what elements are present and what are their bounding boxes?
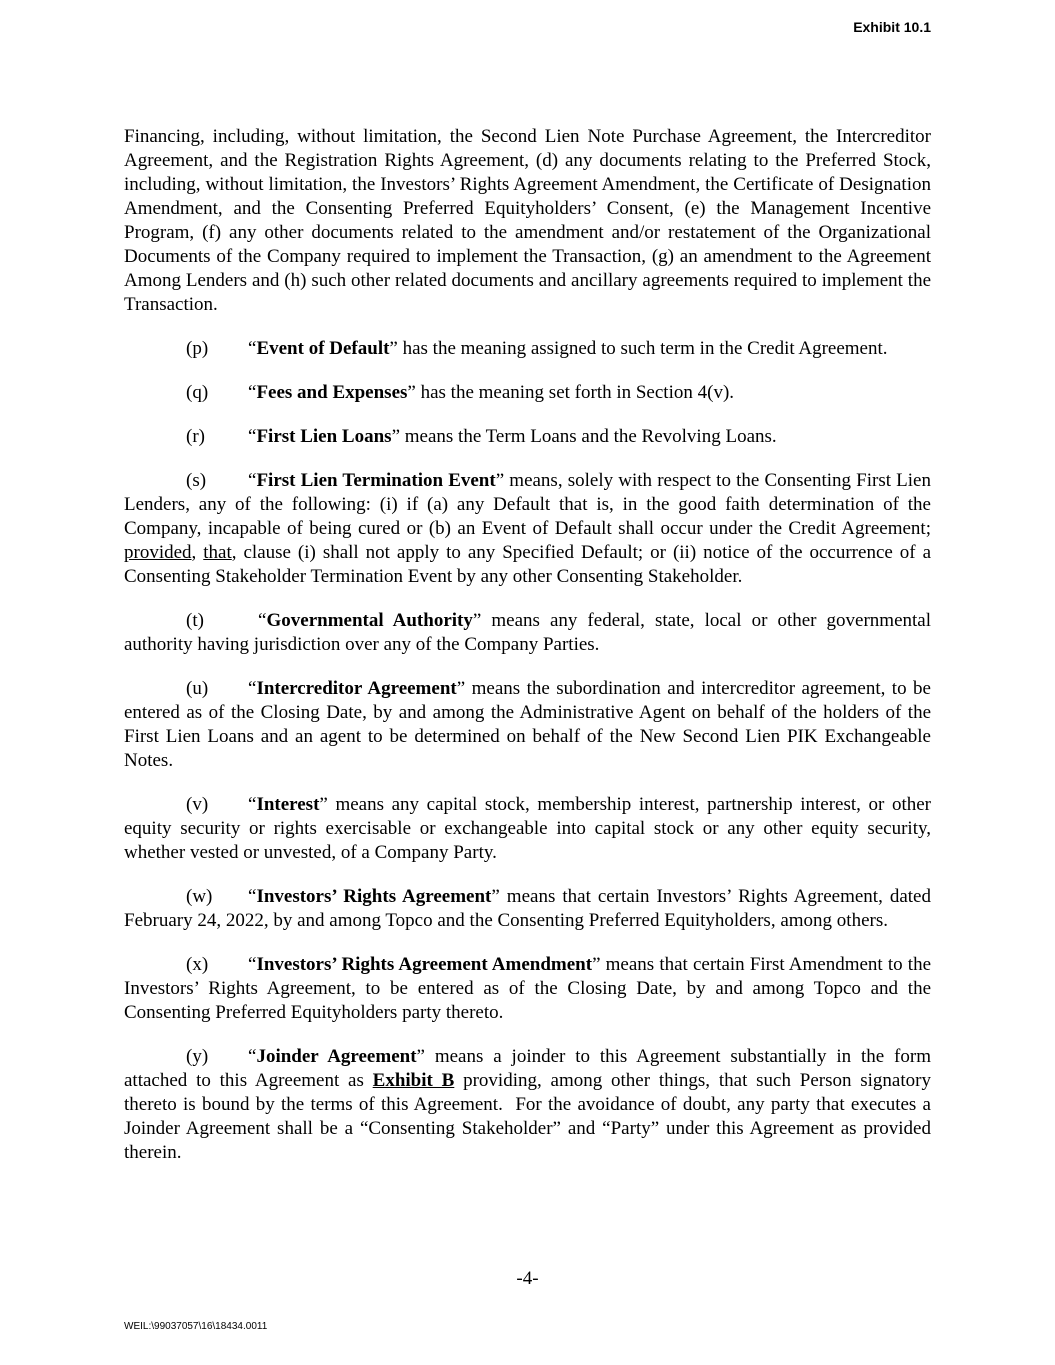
item-number: (y) — [186, 1046, 209, 1067]
defined-term: Joinder Agreement — [256, 1046, 417, 1067]
definition-t: (t) “Governmental Authority” means any federal, state, local or other governmental authority having jurisdiction over any of the Company Parties. — [124, 610, 931, 655]
defined-term: Fees and Expenses — [256, 382, 408, 403]
item-number: (v) — [186, 794, 209, 815]
definition-u: (u) “Intercreditor Agreement” means the subordination and intercreditor agreement, to be entered as of the Closing Date, by and among the Administrative Agent on behalf of the holders of the First Lien Loans and an agent to be determined on behalf of the New Second Lien PIK Exchangeable Notes. — [124, 678, 931, 771]
item-number: (w) — [186, 886, 213, 907]
definition-y: (y) “Joinder Agreement” means a joinder to this Agreement substantially in the form attached to this Agreement as Exhibit B providing, among other things, that such Person signatory thereto is bound by the terms of this Agreement. For the avoidance of doubt, any party that executes a Joinder Agreement shall be a “Consenting Stakeholder” and “Party” under this Agreement as provided therein. — [124, 1046, 936, 1163]
defined-term: Event of Default — [256, 338, 390, 359]
underlined-provided: provided — [124, 542, 192, 563]
underlined-that: that — [203, 542, 232, 563]
defined-term: Governmental Authority — [266, 610, 473, 631]
defined-term: Intercreditor Agreement — [256, 678, 457, 699]
definition-x: (x) “Investors’ Rights Agreement Amendment” means that certain First Amendment to the Investors’ Rights Agreement, to be entered as of the Closing Date, by and among Topco and the Consenting Preferred Equityholders party thereto. — [124, 954, 932, 1023]
exhibit-label: Exhibit 10.1 — [853, 19, 931, 35]
item-number: (s) — [186, 470, 207, 491]
exhibit-b-reference: Exhibit B — [372, 1070, 455, 1091]
defined-term: First Lien Loans — [256, 426, 392, 447]
paragraph-continued: Financing, including, without limitation, the Second Lien Note Purchase Agreement, the Intercreditor Agreement, and the Registration Rights Agreement, (d) any documents relating to the Preferred Stock, including, without limitation, the Investors’ Rights Agreement Amendment, the Certificate of Designation Amendment, and the Consenting Preferred Equityholders’ Consent, (e) the Management Incentive Program, (f) any other documents related to the amendment and/or restatement of the Organizational Documents of the Company required to implement the Transaction, (g) an amendment to the Agreement Among Lenders and (h) such other related documents and ancillary agreements required to implement the Transaction. — [124, 126, 931, 315]
item-number: (r) — [186, 426, 205, 447]
definition-v: (v) “Interest” means any capital stock, membership interest, partnership interest, or other equity security or rights exercisable or exchangeable into capital stock or any other equity security, whether vested or unvested, of a Company Party. — [124, 794, 931, 863]
definition-p: (p) “Event of Default” has the meaning assigned to such term in the Credit Agreement. — [186, 338, 888, 359]
document-body — [124, 125, 936, 1185]
item-number: (t) — [186, 610, 204, 631]
definition-s: (s) “First Lien Termination Event” means, solely with respect to the Consenting First Lien Lenders, any of the following: (i) if (a) any Default that is, in the good faith determination of the Company, incapable of being cured or (b) an Event of Default shall occur under the Credit Agreement; provided, that, clause (i) shall not apply to any Specified Default; or (ii) notice of the occurrence of a Consenting Stakeholder Termination Event by any other Consenting Stakeholder. — [124, 470, 932, 587]
document-id: WEIL:\99037057\16\18434.0011 — [124, 1321, 268, 1332]
item-number: (q) — [186, 382, 209, 403]
definition-w: (w) “Investors’ Rights Agreement” means that certain Investors’ Rights Agreement, dated February 24, 2022, by and among Topco and the Consenting Preferred Equityholders, among others. — [124, 886, 931, 931]
definition-q: (q) “Fees and Expenses” has the meaning set forth in Section 4(v). — [186, 382, 735, 403]
page-number: -4- — [516, 1268, 539, 1289]
definition-r: (r) “First Lien Loans” means the Term Loans and the Revolving Loans. — [186, 426, 777, 447]
item-number: (x) — [186, 954, 209, 975]
item-number: (p) — [186, 338, 209, 359]
defined-term: Investors’ Rights Agreement — [256, 886, 492, 907]
defined-term: Interest — [256, 794, 320, 815]
defined-term: First Lien Termination Event — [256, 470, 496, 491]
defined-term: Investors’ Rights Agreement Amendment — [256, 954, 593, 975]
item-number: (u) — [186, 678, 209, 699]
